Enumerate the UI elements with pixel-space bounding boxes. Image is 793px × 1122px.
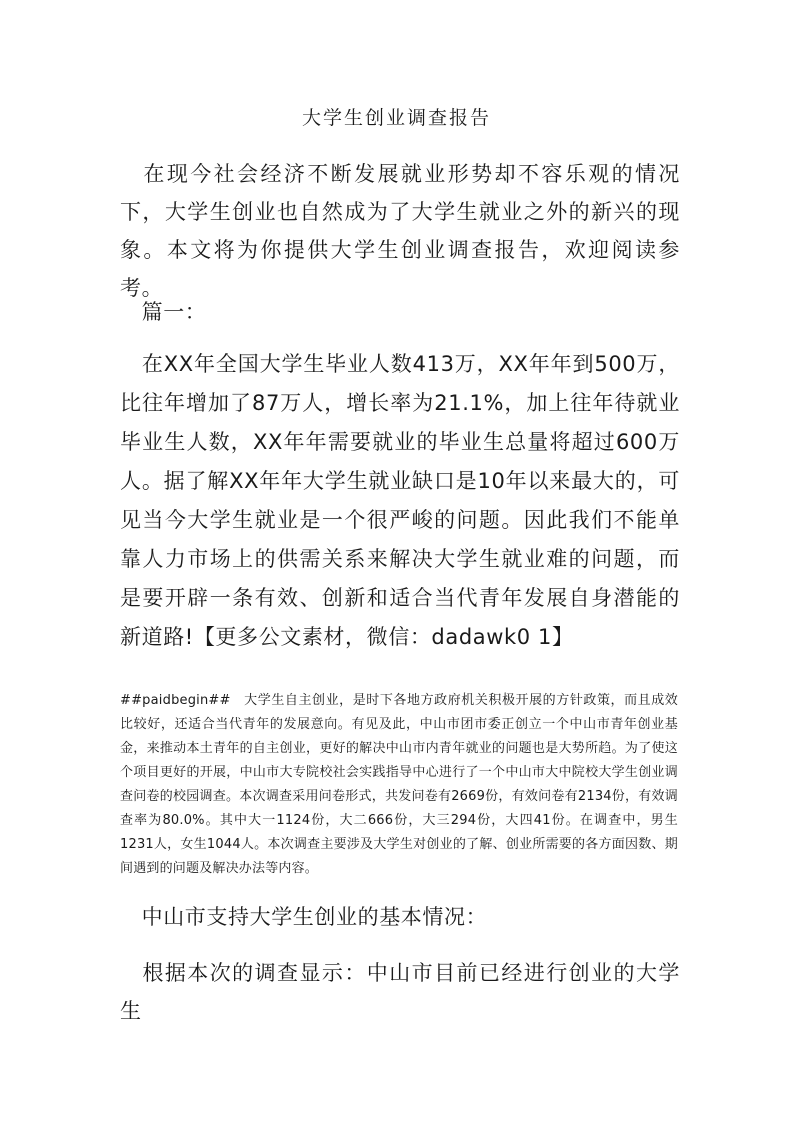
section2-heading-text: 中山市支持大学生创业的基本情况： [141,905,488,929]
section2-paragraph [120,954,680,1030]
survey-text: 大学生自主创业，是时下各地方政府机关积极开展的方针政策，而且成效比较好，还适合当代青年的发展意向。有见及此，中山市团市委正创立一个中山市青年创业基金，来推动本土青年的自主创业，更好的解决中山市内青年就业的问题也是大势所趋。为了使这个项目更好的开展，中山市大专院校社会实践指导中心进行了一个中山市大中院校大学生创业调查问卷的校园调查。本次调查采用问卷形式，共发问卷有2669份，有效问卷有2134份，有效调查率为80.0%。其中大一1124份，大二666份，大三294份，大四41份。在调查中，男生1231人，女生1044人。本次调查主要涉及大学生对创业的了解、创业所需要的各方面因数、期间遇到的问题及解决办法等内容。 [120,693,678,876]
intro-text: 在现今社会经济不断发展就业形势却不容乐观的情况下，大学生创业也自然成为了大学生就业之外的新兴的现象。本文将为你提供大学生创业调查报告，欢迎阅读参考。 [120,162,680,300]
section1-heading-text: 篇一： [141,300,207,324]
section2-heading [120,898,680,936]
intro-paragraph [120,155,680,307]
section1-text: 在XX年全国大学生毕业人数413万，XX年年到500万，比往年增加了87万人，增长率为21.1%，加上往年待就业毕业生人数，XX年年需要就业的毕业生总量将超过600万人。据了解XX年年大学生就业缺口是10年以来最大的，可见当今大学生就业是一个很严峻的问题。因此我们不能单靠人力市场上的供需关系来解决大学生就业难的问题，而是要开辟一条有效、创新和适合当代青年发展自身潜能的新道路!【更多公文素材，微信：dadawk0 1】 [120,352,680,649]
document-title: 大学生创业调查报告 [301,107,491,129]
section2-text: 根据本次的调查显示：中山市目前已经进行创业的大学生 [120,961,680,1023]
section1-paragraph [120,345,680,657]
section1-heading [120,293,680,331]
paid-marker: ##paidbegin## [120,693,231,708]
survey-paragraph [120,689,678,881]
